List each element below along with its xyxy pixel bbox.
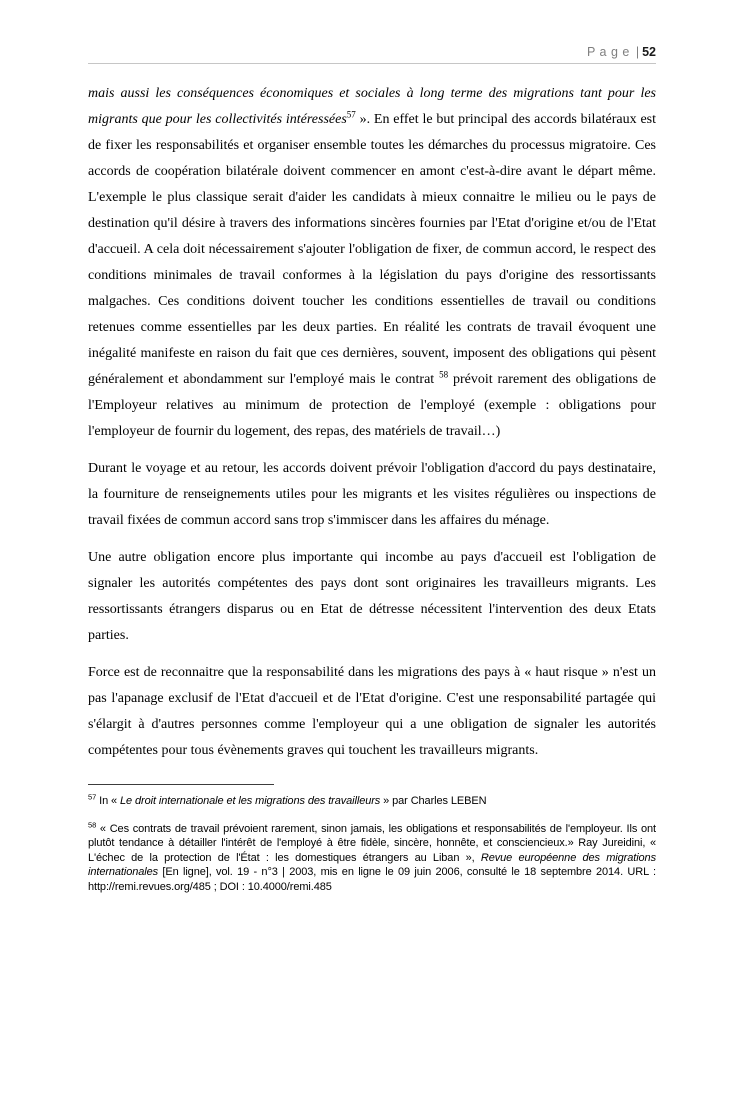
page-number-separator: |	[635, 45, 640, 59]
footnote-58-text-end: [En ligne], vol. 19 - n°3 | 2003, mis en ligne le 09 juin 2006, consulté le 18 septembre 2014. URL : http://remi.revues.org/485 ; DOI : 10.4000/remi.485	[88, 866, 656, 893]
page-label: P a g e	[586, 45, 630, 59]
paragraph-1-text: ». En effet le but principal des accords bilatéraux est de fixer les responsabilités et organiser ensemble toutes les démarches du processus migratoire. Ces accords de coopération bilatérale doivent commencer en amont c'est-à-dire avant le départ même. L'exemple le plus classique serait d'aider les candidats à mieux connaitre le milieu ou le pays de destination qu'il désire à travers des informations sincères fournies par l'Etat d'origine et/ou de l'Etat d'accueil. A cela doit nécessairement s'ajouter l'obligation de fixer, de commun accord, le respect des conditions minimales de travail conformes à la législation du pays d'origine des ressortissants malgaches. Ces conditions doivent toucher les conditions essentielles de travail ou conditions retenues comme essentielles par les deux parties. En réalité les contrats de travail évoquent une inégalité manifeste en raison du fait que ces dernières, souvent, imposent des obligations qui pèsent généralement et abondamment sur l'employé mais le contrat	[88, 112, 656, 387]
paragraph-1-text-end: prévoit rarement des obligations de l'Employeur relatives au minimum de protection de l'employé (exemple : obligations pour l'employeur de fournir du logement, des repas, des matériels de travail…)	[88, 372, 656, 439]
footnote-57-title: Le droit internationale et les migrations des travailleurs	[120, 795, 381, 807]
paragraph-1-italic-lead: mais aussi les conséquences économiques et sociales à long terme des migrations tant pour les migrants que pour les collectivités intéressées	[88, 86, 656, 127]
document-page	[0, 45, 745, 1098]
paragraph-3	[88, 545, 656, 649]
footnote-58-number: 58	[88, 819, 97, 829]
page-header	[88, 45, 656, 59]
paragraph-3-text: Une autre obligation encore plus importante qui incombe au pays d'accueil est l'obligation de signaler les autorités compétentes des pays dont sont originaires les travailleurs migrants. Les ressortissants étrangers disparus ou en Etat de détresse nécessitent l'intervention des deux Etats parties.	[88, 550, 656, 643]
footnote-separator	[88, 784, 274, 785]
footnote-57-number: 57	[88, 792, 97, 802]
paragraph-1	[88, 81, 656, 445]
paragraph-4	[88, 660, 656, 764]
footnote-ref-57: 57	[346, 109, 356, 120]
page-number: 52	[642, 45, 656, 59]
footnote-58-text-lead: « Ces contrats de travail prévoient rarement, sinon jamais, les obligations et responsabilités de l'employeur. Ils ont plutôt tendance à détailler l'intérêt de l'employé à être fidèle, sincère, honnête, et consciencieux.» Ray Jureidini, « L'échec de la protection de l'État : les domestiques étrangers au Liban »,	[88, 822, 656, 864]
footnote-58	[88, 819, 656, 895]
paragraph-2	[88, 456, 656, 534]
footnote-57	[88, 794, 656, 809]
header-rule	[88, 63, 656, 64]
footnote-58-journal-title: Revue européenne des migrations internationales	[88, 851, 656, 878]
document-body	[88, 81, 656, 764]
paragraph-2-text: Durant le voyage et au retour, les accords doivent prévoir l'obligation d'accord du pays destinataire, la fourniture de renseignements utiles pour les migrants et les visites régulières ou inspections de travail fixées de commun accord sans trop s'immiscer dans les affaires du ménage.	[88, 461, 656, 528]
footnote-ref-58: 58	[439, 369, 449, 380]
footnote-57-text-lead: In «	[96, 795, 121, 807]
footnotes-section	[88, 784, 656, 894]
footnote-57-text-end: » par Charles LEBEN	[380, 795, 487, 807]
paragraph-4-text: Force est de reconnaitre que la responsabilité dans les migrations des pays à « haut risque » n'est un pas l'apanage exclusif de l'Etat d'accueil et de l'Etat d'origine. C'est une responsabilité partagée qui s'élargit à d'autres personnes comme l'employeur qui a une obligation de signaler les autorités compétentes pour tous évènements graves qui touchent les travailleurs migrants.	[88, 665, 656, 758]
